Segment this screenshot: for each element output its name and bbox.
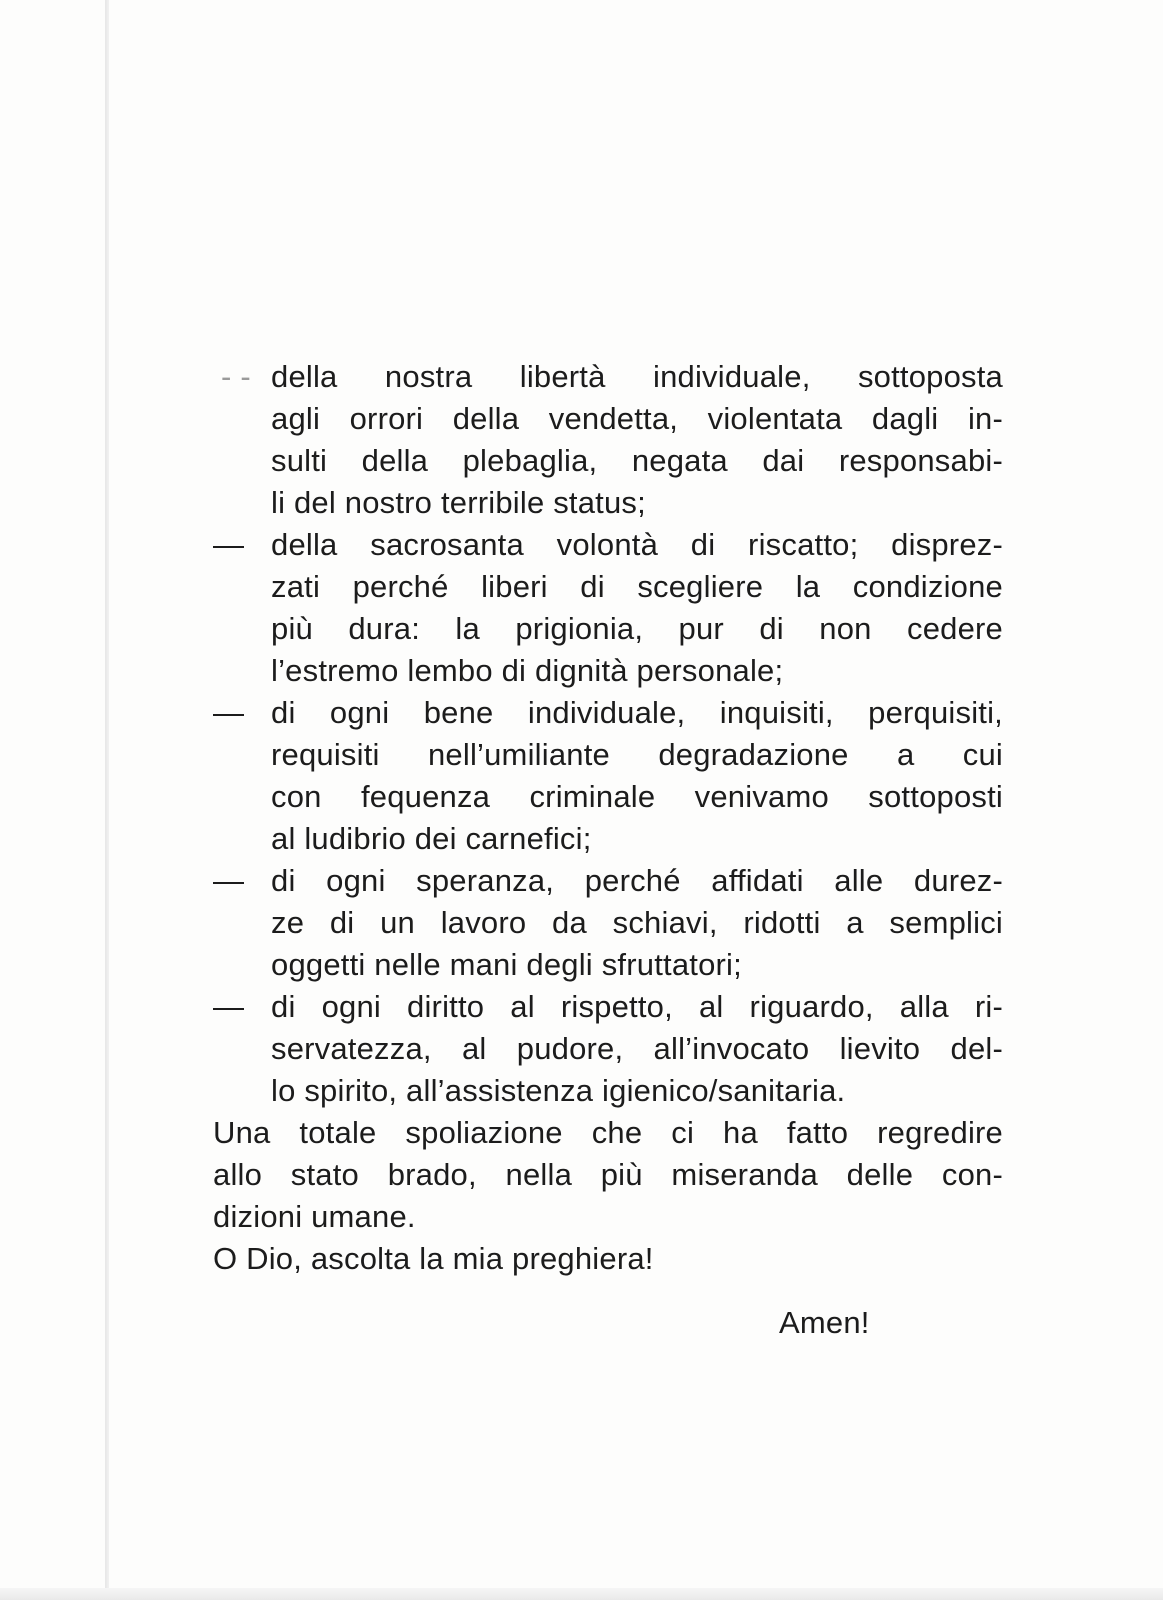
text-line: di ogni speranza, perché affidati alle durez- (271, 863, 1003, 898)
text-line: li del nostro terribile status; (271, 485, 646, 520)
text-line: con fequenza criminale venivamo sottoposti (271, 779, 1003, 814)
text-line: più dura: la prigionia, pur di non cedere (271, 611, 1003, 646)
text-line: della sacrosanta volontà di riscatto; disprez- (271, 527, 1003, 562)
text-line: l’estremo lembo di dignità personale; (271, 653, 784, 688)
list-item (213, 524, 1003, 692)
page-spine-shadow (105, 0, 109, 1600)
text-line: servatezza, al pudore, all’invocato lievito del- (271, 1031, 1003, 1066)
text-line: allo stato brado, nella più miseranda delle con- (213, 1157, 1003, 1192)
list-dash: — (213, 527, 245, 562)
list-item (213, 692, 1003, 860)
amen-closing: Amen! (779, 1305, 870, 1340)
list-item (213, 986, 1003, 1112)
conclusion-paragraph (213, 1112, 1003, 1238)
text-line: zati perché liberi di scegliere la condizione (271, 569, 1003, 604)
prayer-invocation (213, 1238, 1003, 1280)
prayer-text (213, 356, 1003, 1344)
page-bottom-edge (0, 1588, 1163, 1600)
text-line: di ogni bene individuale, inquisiti, perquisiti, (271, 695, 1003, 730)
list-dash: — (213, 863, 245, 898)
text-line: sulti della plebaglia, negata dai responsabi- (271, 443, 1003, 478)
text-line: oggetti nelle mani degli sfruttatori; (271, 947, 742, 982)
list-dash: — (213, 695, 245, 730)
text-line: dizioni umane. (213, 1199, 416, 1234)
list-item (213, 860, 1003, 986)
list-item (213, 356, 1003, 524)
text-line: requisiti nell’umiliante degradazione a cui (271, 737, 1003, 772)
text-line: lo spirito, all’assistenza igienico/sanitaria. (271, 1073, 846, 1108)
text-line: ze di un lavoro da schiavi, ridotti a semplici (271, 905, 1003, 940)
list-dash: — (213, 989, 245, 1024)
text-line: agli orrori della vendetta, violentata dagli in- (271, 401, 1003, 436)
text-line: della nostra libertà individuale, sottoposta (271, 359, 1003, 394)
text-line: al ludibrio dei carnefici; (271, 821, 592, 856)
text-line: O Dio, ascolta la mia preghiera! (213, 1241, 654, 1276)
text-line: Una totale spoliazione che ci ha fatto regredire (213, 1115, 1003, 1150)
list-dash: - - (221, 359, 251, 394)
text-line: di ogni diritto al rispetto, al riguardo, alla ri- (271, 989, 1003, 1024)
